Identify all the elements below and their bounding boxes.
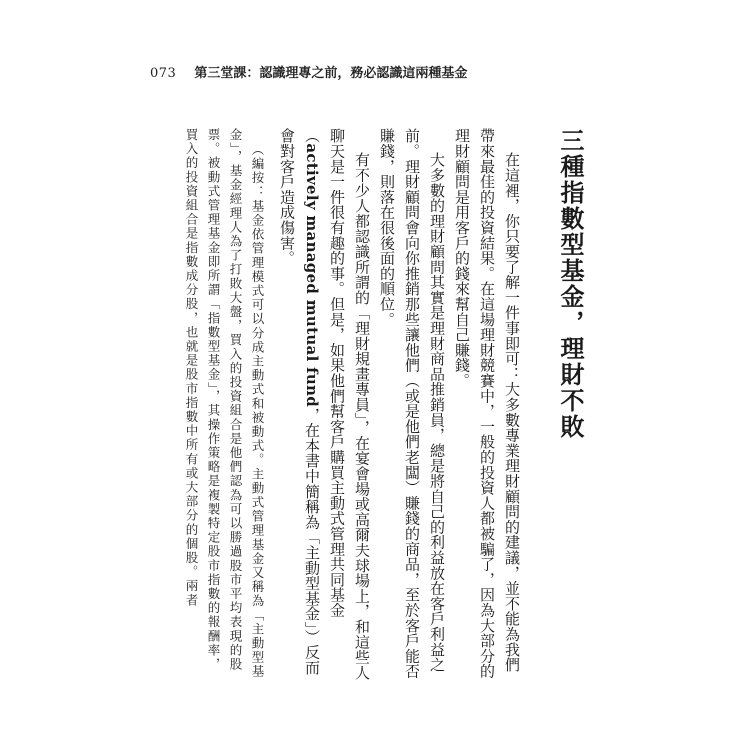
section-title: 三種指數型基金，理財不敗 [556,128,585,440]
paragraph-3-text-a: 有不少人都認識所謂的「理財規畫專員」，在宴會場或高爾夫球場上，和這些人聊天是一件很有趣的事。但是，如果他們幫客戶購買主動式管理共同基金（ [303,128,371,680]
english-term: actively managed mutual fund [303,143,321,408]
paragraph-2: 大多數的理財顧問其實是理財商品推銷員，總是將自己的利益放在客戶利益之前。理財顧問會向你推銷那些讓他們（或是他們老闆）賺錢的商品，至於客戶能否賺錢，則落在很後面的順位。 [378,128,446,679]
paragraph-3 [274,128,374,680]
running-header [150,64,590,84]
paragraph-1: 在這裡，你只要了解一件事即可：大多數專業理財顧問的建議，並不能為我們帶來最佳的投資結果。在這場理財競賽中，一般的投資人都被騙了，因為大部分的理財顧問是用客戶的錢來幫自己賺錢。 [453,128,521,679]
vertical-text-body [160,128,588,680]
page-number: 073 [150,66,177,81]
editor-note: （編按：基金依管理模式可以分成主動式和被動式。主動式管理基金又稱為「主動型基金」，基金經理人為了打敗大盤，買入的投資組合是他們認為可以勝過股市平均表現的股票。被動式管理基金即所謂「指數型基金」，其操作策略是複製特定股市指數的報酬率，買入的投資組合是指數成分股，也就是股市指數中所有或大部分的個股。兩者 [184,128,265,679]
paragraph-3-text-b: ，在本書中簡稱為「主動型基金」）反而會對客戶造成傷害。 [278,128,321,675]
chapter-title: 第三堂課：認識理專之前，務必認識這兩種基金 [194,66,468,81]
